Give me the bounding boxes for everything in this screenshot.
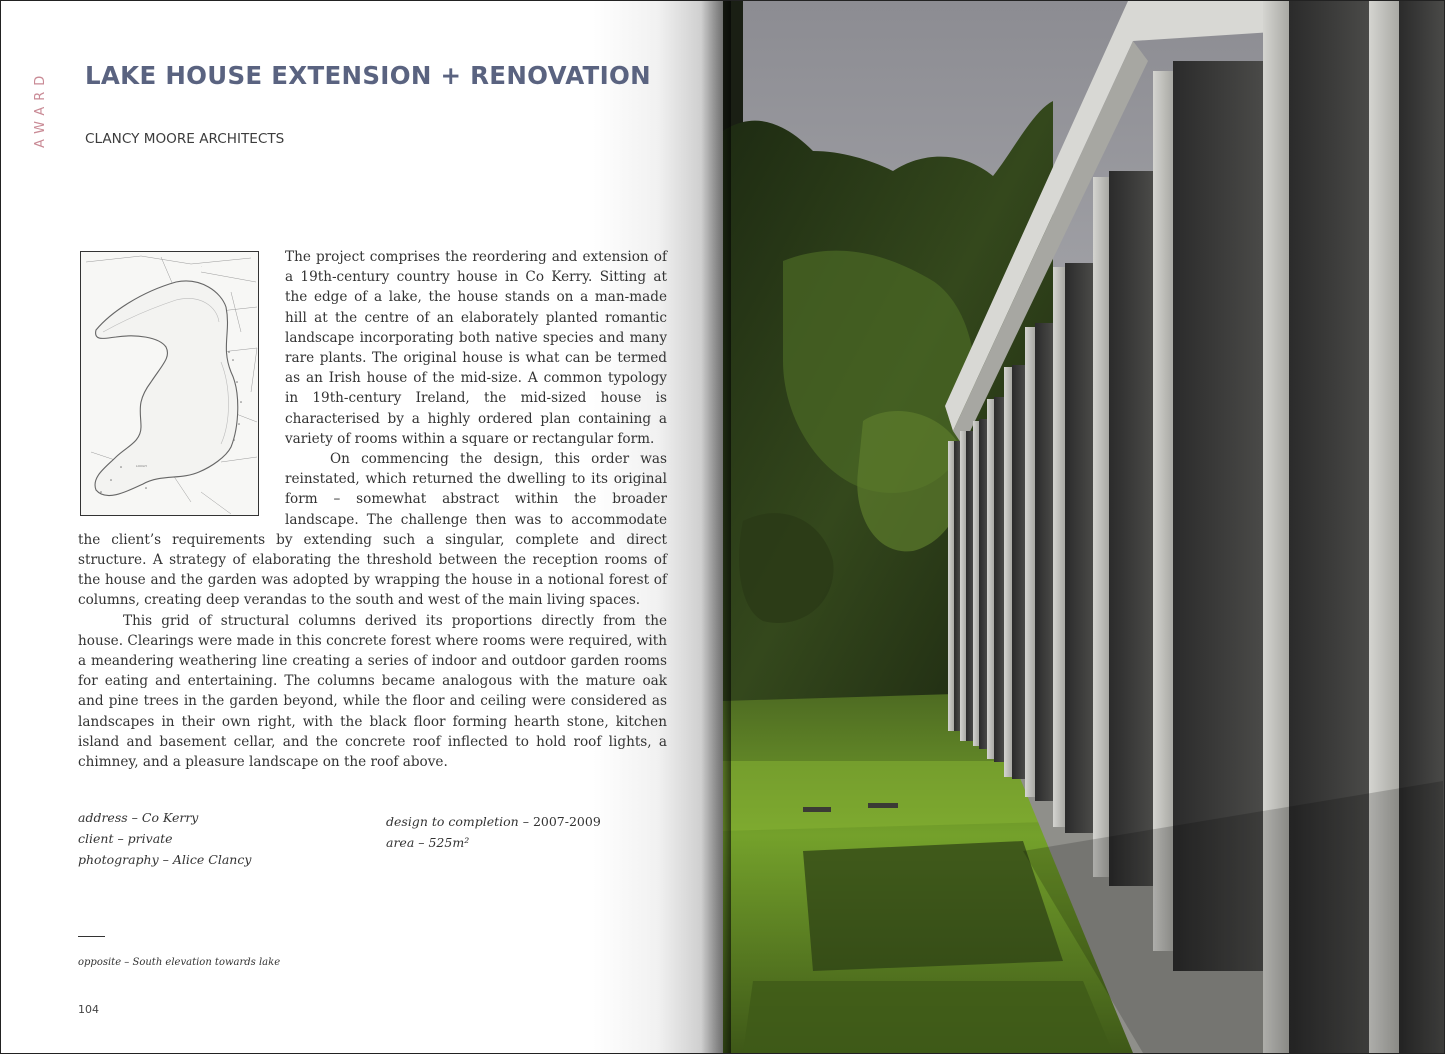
- svg-text:LOUGH: LOUGH: [136, 464, 147, 468]
- spec-key: design to completion: [386, 814, 519, 829]
- spec-value: private: [127, 831, 173, 846]
- spec-separator: –: [158, 852, 173, 867]
- caption-text: South elevation towards lake: [132, 957, 281, 968]
- page-title: LAKE HOUSE EXTENSION + RENOVATION: [85, 61, 651, 90]
- spec-separator: –: [113, 831, 128, 846]
- spec-key: address: [78, 810, 128, 825]
- spec-key: client: [78, 831, 114, 846]
- left-page: [1, 1, 723, 1053]
- spec-key: photography: [78, 852, 159, 867]
- specs-column-left: [78, 807, 251, 870]
- caption-divider: [78, 936, 105, 937]
- spec-value: Alice Clancy: [172, 852, 252, 867]
- colonnade-photograph: [723, 1, 1444, 1053]
- spec-address: [78, 807, 251, 828]
- spec-value: 525m²: [428, 835, 470, 850]
- spec-client: [78, 828, 251, 849]
- paragraph-3: This grid of structural columns derived its proportions directly from the house. Clearings were made in this concrete forest where rooms were required, with a meandering weathering line creating a series of indoor and outdoor garden rooms for eating and entertaining. The columns became analogous with the mature oak and pine trees in the garden beyond, while the floor and ceiling were considered as landscapes in their own right, with the black floor forming hearth stone, kitchen island and basement cellar, and the concrete roof inflected to hold roof lights, a chimney, and a pleasure landscape on the roof above.: [78, 612, 667, 771]
- right-page-photo: [723, 1, 1444, 1053]
- spec-separator: –: [414, 835, 429, 850]
- spec-value: 2007-2009: [532, 814, 601, 829]
- architect-name: CLANCY MOORE ARCHITECTS: [85, 131, 285, 147]
- spec-separator: –: [518, 814, 533, 829]
- spec-design-to-completion: [386, 811, 601, 832]
- specs-column-right: [386, 811, 601, 853]
- section-label: AWARD: [33, 69, 48, 149]
- svg-text:.: .: [201, 264, 202, 268]
- caption-separator: –: [121, 957, 133, 968]
- spec-photography: [78, 849, 251, 870]
- spec-key: area: [386, 835, 415, 850]
- spec-value: Co Kerry: [141, 810, 199, 825]
- spec-area: [386, 832, 601, 853]
- photo-caption: [78, 957, 280, 968]
- caption-key: opposite: [78, 957, 122, 968]
- paragraph-2: On commencing the design, this order was reinstated, which returned the dwelling to its original form – somewhat abstract within the broader landscape. The challenge then was to accommodate the client’s requirements by extending such a singular, complete and direct structure. A strategy of elaborating the threshold between the reception rooms of the house and the garden was adopted by wrapping the house in a notional forest of columns, creating deep verandas to the south and west of the main living spaces.: [78, 451, 667, 609]
- paragraph-1: The project comprises the reordering and extension of a 19th-century country house in Co Kerry. Sitting at the edge of a lake, the house stands on a man-made hill at the centre of an elaborately planted romantic landscape incorporating both native species and many rare plants. The original house is what can be termed as an Irish house of the mid-size. A common typology in 19th-century Ireland, the mid-sized house is characterised by a highly ordered plan containing a variety of rooms within a square or rectangular form.: [285, 249, 667, 447]
- article-body: [78, 247, 667, 772]
- page-number: 104: [78, 1003, 99, 1016]
- map-wrap-spacer: [78, 247, 285, 529]
- spec-separator: –: [127, 810, 142, 825]
